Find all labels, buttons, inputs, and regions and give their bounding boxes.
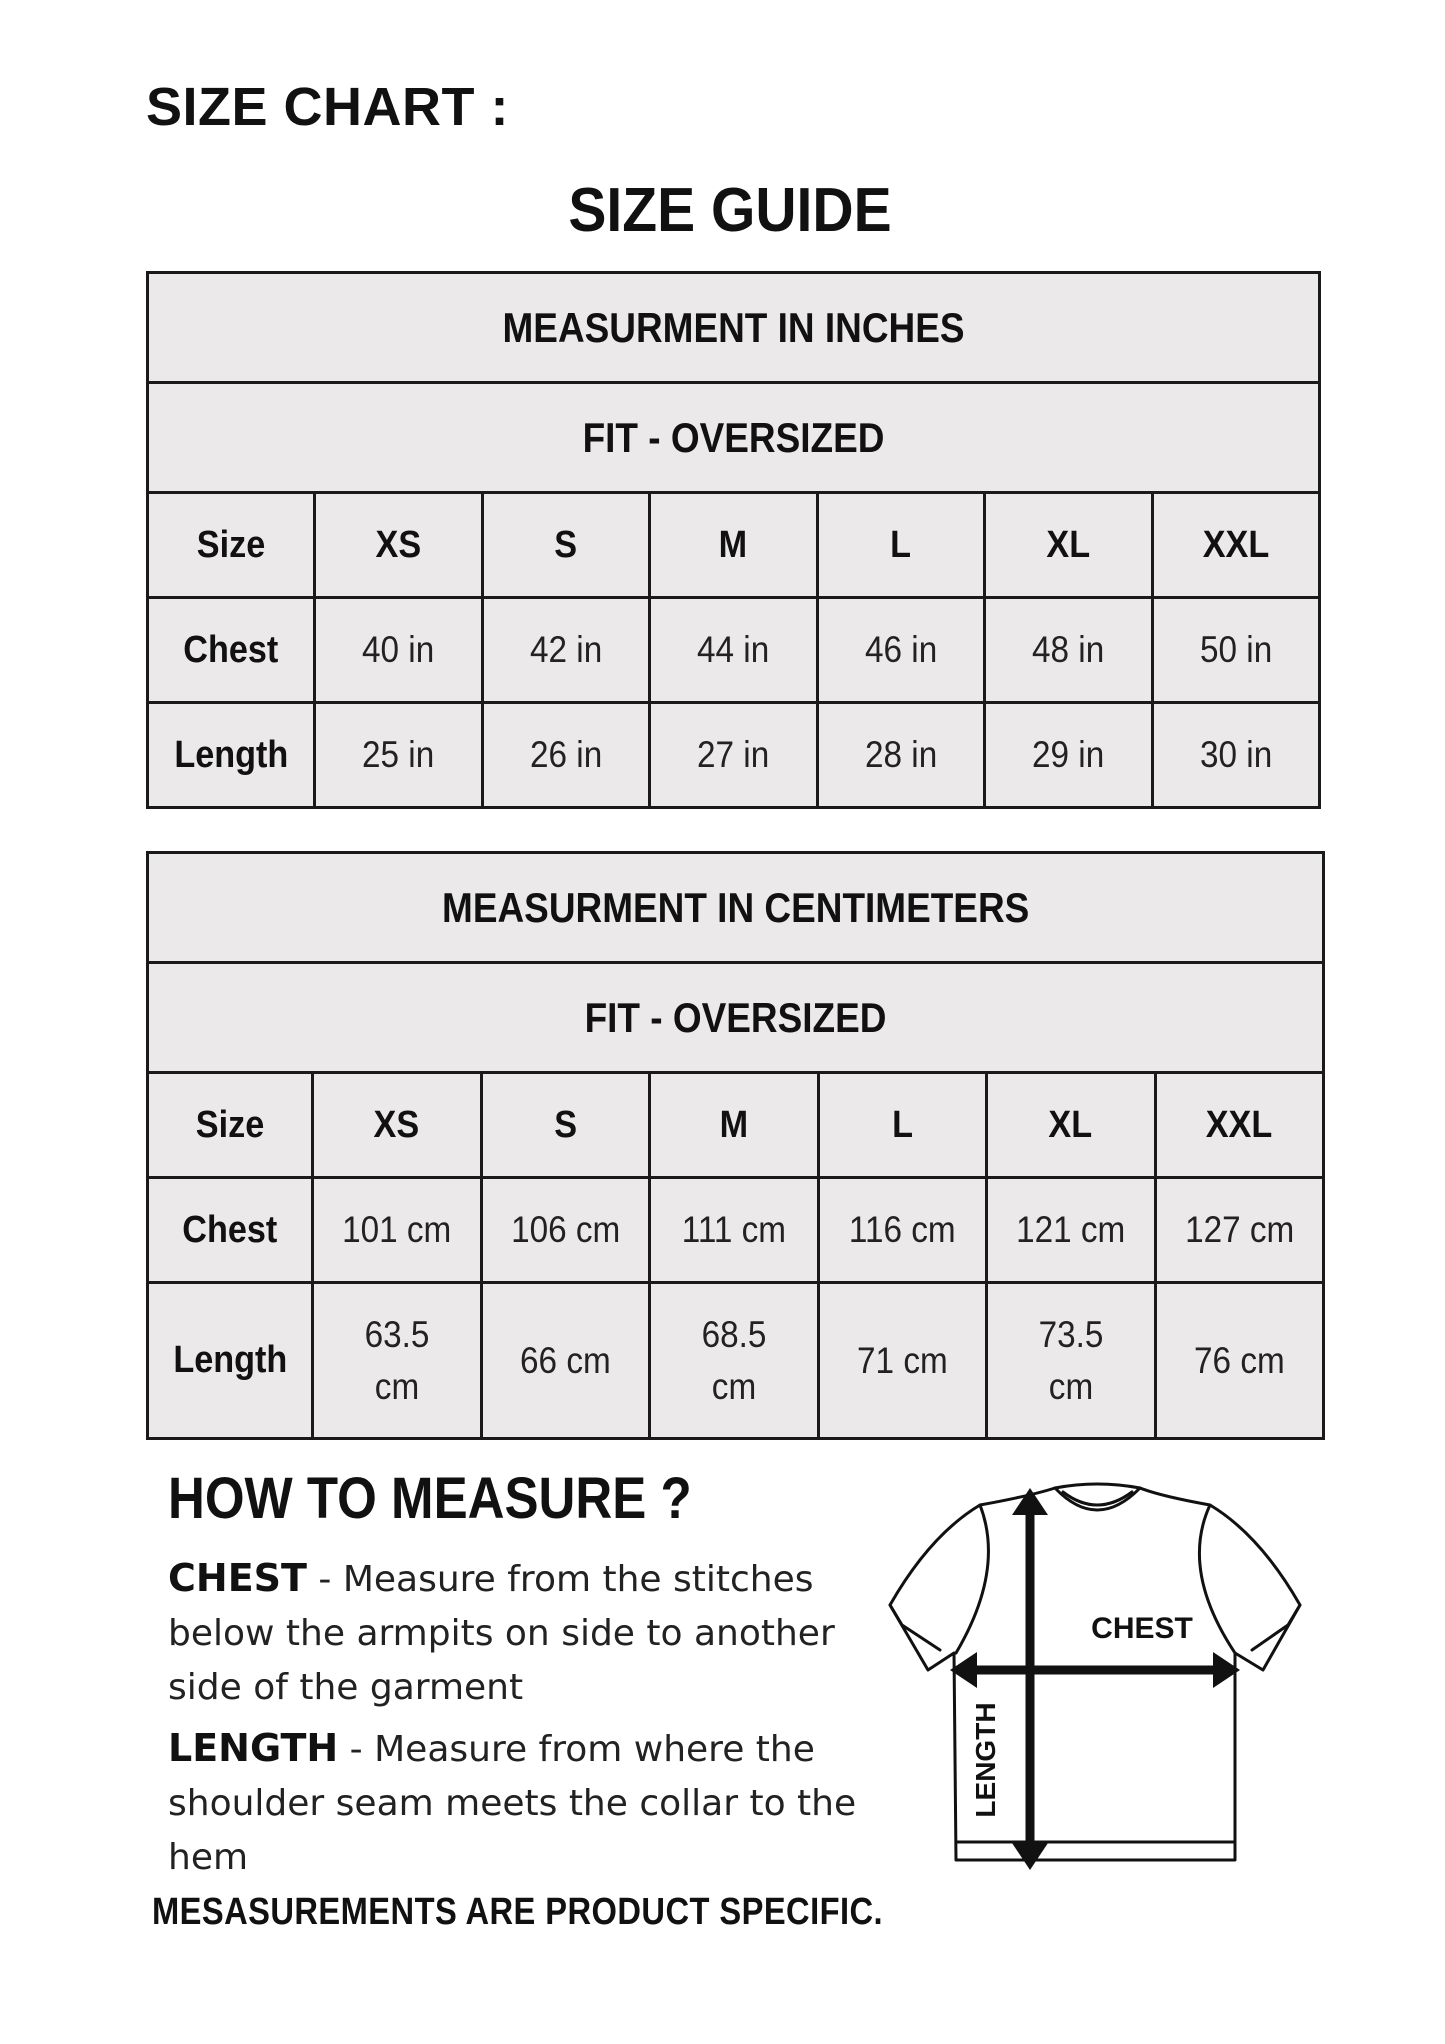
cm-length-row: [148, 1283, 1324, 1439]
row-label-cell: Length: [148, 1283, 313, 1439]
footer-note: MESASUREMENTS ARE PRODUCT SPECIFIC.: [152, 1891, 884, 1933]
tshirt-right-sleeve-hem: [1252, 1605, 1300, 1650]
inches-table-heading: MEASURMENT IN INCHES: [148, 273, 1320, 383]
value-cell: 27 in: [650, 703, 818, 808]
cm-size-table: [146, 851, 1325, 1440]
cm-table-heading: MEASURMENT IN CENTIMETERS: [148, 853, 1324, 963]
value-cell: 25 in: [315, 703, 483, 808]
tshirt-measure-diagram: [880, 1470, 1320, 1870]
inches-size-row: [148, 493, 1320, 598]
cm-chest-row: [148, 1178, 1324, 1283]
length-keyword: LENGTH: [168, 1726, 339, 1770]
size-header-cell: L: [818, 1073, 987, 1178]
length-text: - Measure from where the shoulder seam meets the collar to the hem: [168, 1729, 857, 1878]
tshirt-collar-back: [1055, 1484, 1140, 1488]
value-cell: 116 cm: [818, 1178, 987, 1283]
value-cell: 29 in: [985, 703, 1153, 808]
row-label-cell: Chest: [148, 1178, 313, 1283]
value-cell: 46 in: [817, 598, 985, 703]
chest-text: - Measure from the stitches below the armpits on side to another side of the garment: [168, 1559, 835, 1708]
value-cell: 44 in: [650, 598, 818, 703]
tshirt-right-armhole: [1199, 1505, 1235, 1653]
size-header-cell: XL: [987, 1073, 1156, 1178]
size-header-cell: XXL: [1155, 1073, 1324, 1178]
value-cell: 63.5 cm: [313, 1283, 482, 1439]
value-cell: 50 in: [1152, 598, 1320, 703]
value-cell: 48 in: [985, 598, 1153, 703]
tshirt-left-armhole: [956, 1505, 988, 1653]
value-cell: 127 cm: [1155, 1178, 1324, 1283]
size-header-cell: XXL: [1152, 493, 1320, 598]
size-header-cell: M: [650, 1073, 819, 1178]
value-cell: 68.5 cm: [650, 1283, 819, 1439]
size-header-cell: S: [482, 493, 650, 598]
length-instructions: [168, 1722, 908, 1884]
row-label-cell: Length: [148, 703, 315, 808]
value-cell: 101 cm: [313, 1178, 482, 1283]
size-header-cell: L: [817, 493, 985, 598]
value-cell: 121 cm: [987, 1178, 1156, 1283]
inches-length-row: [148, 703, 1320, 808]
chest-instructions: [168, 1552, 908, 1714]
tshirt-left-sleeve-hem: [890, 1605, 940, 1650]
value-cell: 42 in: [482, 598, 650, 703]
value-cell: 30 in: [1152, 703, 1320, 808]
size-header-cell: XL: [985, 493, 1153, 598]
inches-table-fit: FIT - OVERSIZED: [148, 383, 1320, 493]
chest-keyword: CHEST: [168, 1556, 307, 1600]
inches-size-table: [146, 271, 1321, 809]
size-header-cell: M: [650, 493, 818, 598]
value-cell: 111 cm: [650, 1178, 819, 1283]
row-label-cell: Chest: [148, 598, 315, 703]
cm-table-fit: FIT - OVERSIZED: [148, 963, 1324, 1073]
inches-chest-row: [148, 598, 1320, 703]
diagram-length-label: LENGTH: [970, 1702, 1001, 1818]
how-to-measure-title: HOW TO MEASURE ?: [168, 1466, 692, 1531]
value-cell: 76 cm: [1155, 1283, 1324, 1439]
size-header-cell: S: [481, 1073, 650, 1178]
value-cell: 66 cm: [481, 1283, 650, 1439]
value-cell: 40 in: [315, 598, 483, 703]
page-title: SIZE GUIDE: [568, 176, 892, 245]
size-label-cell: Size: [148, 493, 315, 598]
value-cell: 28 in: [817, 703, 985, 808]
cm-size-row: [148, 1073, 1324, 1178]
value-cell: 26 in: [482, 703, 650, 808]
size-header-cell: XS: [315, 493, 483, 598]
size-label-cell: Size: [148, 1073, 313, 1178]
diagram-chest-label: CHEST: [1091, 1612, 1193, 1645]
page-header: SIZE CHART :: [146, 77, 509, 137]
value-cell: 73.5 cm: [987, 1283, 1156, 1439]
tshirt-collar: [1055, 1488, 1140, 1510]
size-header-cell: XS: [313, 1073, 482, 1178]
value-cell: 106 cm: [481, 1178, 650, 1283]
value-cell: 71 cm: [818, 1283, 987, 1439]
length-arrow-head-bottom: [1012, 1843, 1048, 1870]
